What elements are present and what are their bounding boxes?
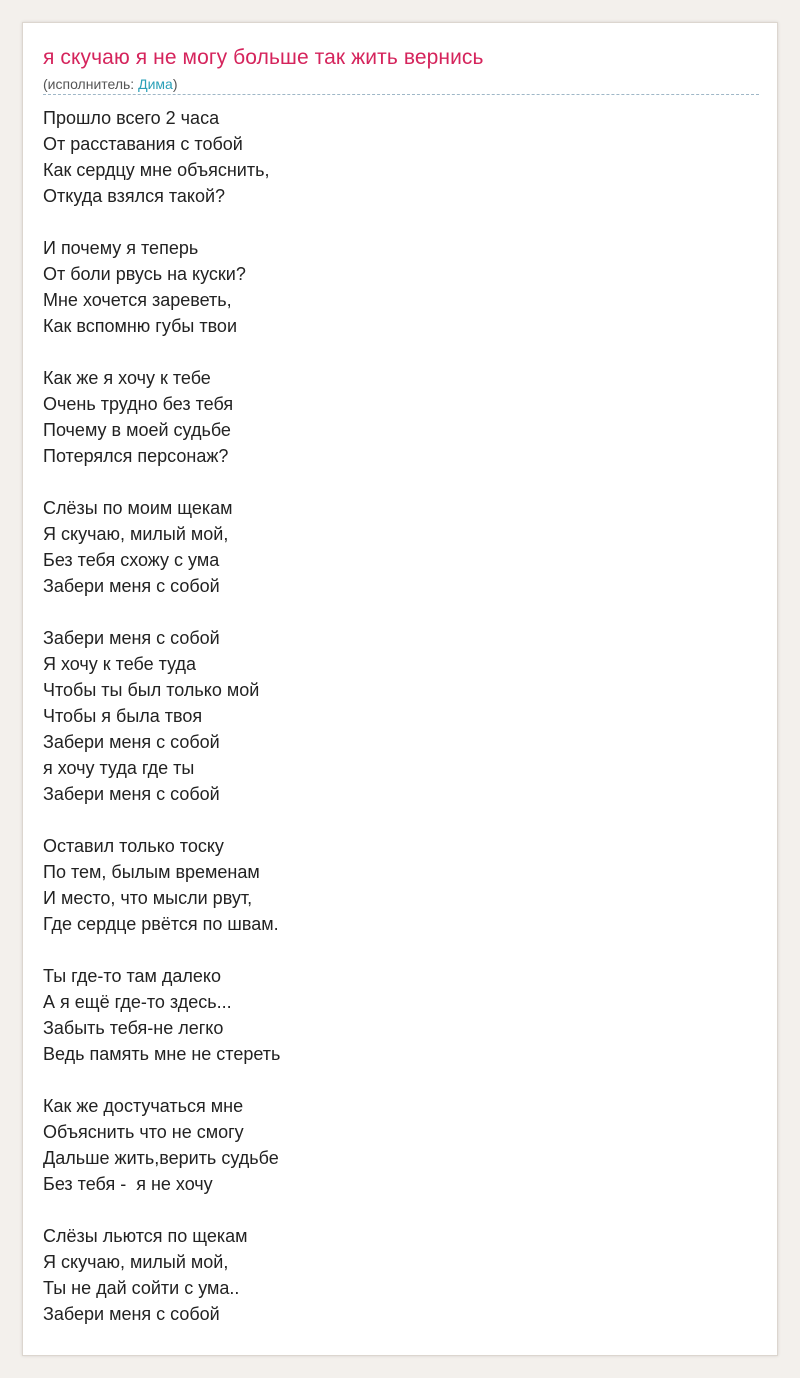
lyric-line: Забери меня с собой (43, 1304, 220, 1324)
lyric-line: И почему я теперь (43, 238, 199, 258)
lyric-line: Как сердцу мне объяснить, (43, 160, 270, 180)
lyric-line: Как же достучаться мне (43, 1096, 244, 1116)
lyric-line: По тем, былым временам (43, 862, 260, 882)
lyrics-stanza (43, 833, 743, 937)
lyric-line: Ведь память мне не стереть (43, 1044, 281, 1064)
lyric-line: Забери меня с собой (43, 732, 220, 752)
lyric-line: Очень трудно без тебя (43, 394, 234, 414)
lyric-line: Ты где-то там далеко (43, 966, 222, 986)
lyric-line: И место, что мысли рвут, (43, 888, 253, 908)
lyric-line: Прошло всего 2 часа (43, 108, 220, 128)
lyric-line: Откуда взялся такой? (43, 186, 226, 206)
lyric-line: А я ещё где-то здесь... (43, 992, 232, 1012)
lyrics-stanza (43, 365, 743, 469)
lyric-line: Ты не дай сойти с ума.. (43, 1278, 240, 1298)
lyric-line: Почему в моей судьбе (43, 420, 231, 440)
lyric-line: Я скучаю, милый мой, (43, 1252, 229, 1272)
lyric-line: Я хочу к тебе туда (43, 654, 196, 674)
artist-suffix: ) (172, 76, 178, 92)
lyric-line: Без тебя - я не хочу (43, 1174, 213, 1194)
lyric-line: Как же я хочу к тебе (43, 368, 211, 388)
lyric-line: Чтобы я была твоя (43, 706, 203, 726)
lyric-line: Где сердце рвётся по швам. (43, 914, 279, 934)
lyrics-stanza (43, 1223, 743, 1327)
lyric-line: Объяснить что не смогу (43, 1122, 244, 1142)
lyrics-stanza (43, 625, 743, 807)
artist-prefix: (исполнитель: (43, 76, 139, 92)
lyric-line: Слёзы по моим щекам (43, 498, 233, 518)
lyric-line: Забыть тебя-не легко (43, 1018, 224, 1038)
lyrics-stanza (43, 235, 743, 339)
song-title: я скучаю я не могу больше так жить вернись (43, 46, 484, 69)
lyric-line: Потерялся персонаж? (43, 446, 229, 466)
lyrics-body (43, 105, 743, 1353)
lyric-line: Оставил только тоску (43, 836, 224, 856)
artist-line (43, 75, 177, 93)
title-divider (43, 94, 759, 95)
lyrics-stanza (43, 963, 743, 1067)
lyric-line: Забери меня с собой (43, 628, 220, 648)
lyric-line: Слёзы льются по щекам (43, 1226, 248, 1246)
artist-link[interactable]: Дима (138, 76, 173, 92)
lyric-line: Дальше жить,верить судьбе (43, 1148, 279, 1168)
lyric-line: Без тебя схожу с ума (43, 550, 220, 570)
lyric-line: Чтобы ты был только мой (43, 680, 260, 700)
lyric-line: Забери меня с собой (43, 576, 220, 596)
lyric-line: я хочу туда где ты (43, 758, 195, 778)
lyric-line: От боли рвусь на куски? (43, 264, 246, 284)
lyrics-stanza (43, 1093, 743, 1197)
lyrics-stanza (43, 105, 743, 209)
lyrics-stanza (43, 495, 743, 599)
lyric-line: Как вспомню губы твои (43, 316, 237, 336)
lyric-line: Мне хочется зареветь, (43, 290, 232, 310)
lyric-line: Я скучаю, милый мой, (43, 524, 229, 544)
lyric-line: От расставания с тобой (43, 134, 243, 154)
lyric-line: Забери меня с собой (43, 784, 220, 804)
lyrics-card (22, 22, 778, 1356)
